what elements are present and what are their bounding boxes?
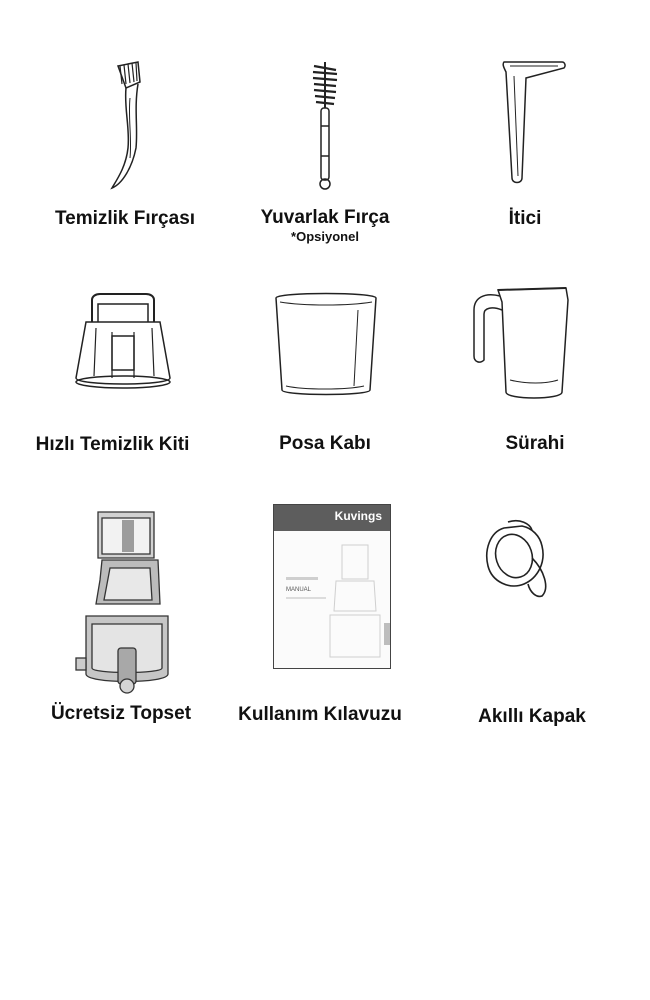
item-label: Sürahi bbox=[505, 433, 565, 454]
manual-line bbox=[286, 597, 326, 599]
quick-clean-kit-icon bbox=[72, 292, 174, 394]
cleaning-brush-icon bbox=[100, 58, 150, 190]
optional-note: *Opsiyonel bbox=[291, 229, 359, 244]
manual-line bbox=[286, 577, 318, 580]
item-label: İtici bbox=[508, 208, 542, 229]
item-label: Kullanım Kılavuzu bbox=[238, 704, 402, 725]
manual-brand: Kuvings bbox=[334, 509, 382, 523]
round-brush-icon bbox=[300, 56, 350, 192]
item-label: Posa Kabı bbox=[279, 433, 371, 454]
item-label: Temizlik Fırçası bbox=[54, 208, 196, 229]
pulp-container-icon bbox=[274, 290, 378, 398]
item-label: Ücretsiz Topset bbox=[50, 703, 192, 724]
jug-icon bbox=[470, 282, 570, 402]
juicer-sketch-icon bbox=[326, 541, 386, 661]
user-manual-icon bbox=[273, 504, 391, 669]
topset-icon bbox=[72, 508, 172, 694]
item-label: Yuvarlak Fırça bbox=[260, 207, 390, 228]
manual-cover bbox=[273, 504, 391, 669]
manual-side-tab bbox=[384, 623, 390, 645]
manual-title: MANUAL bbox=[286, 587, 312, 593]
smart-cap-icon bbox=[484, 518, 552, 600]
item-label: Hızlı Temizlik Kiti bbox=[35, 434, 190, 455]
item-label: Akıllı Kapak bbox=[478, 706, 586, 727]
pusher-icon bbox=[498, 58, 570, 186]
